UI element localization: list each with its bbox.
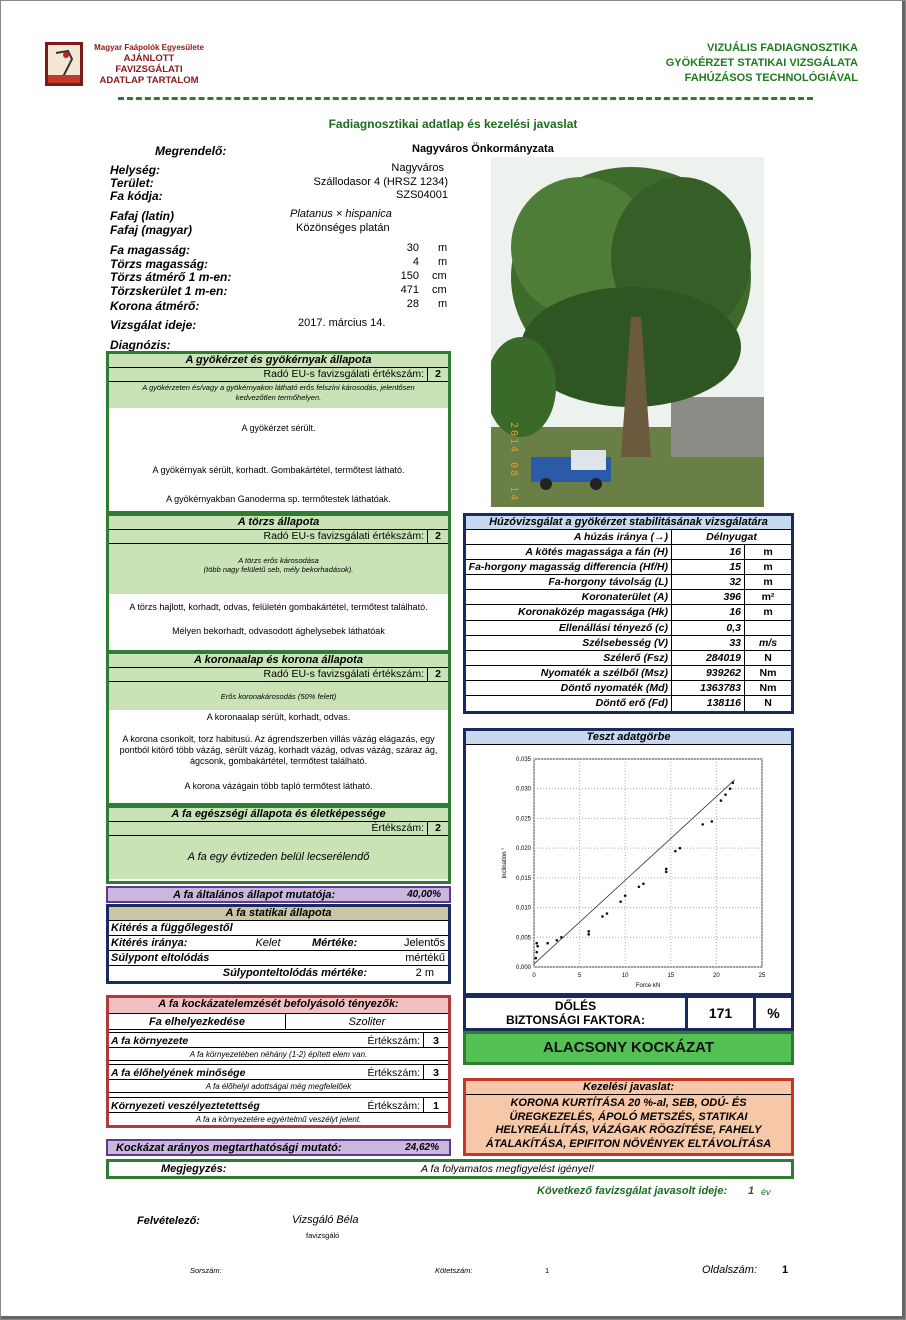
crown-note: Erős koronakárosodás (50% felett) [109,682,448,710]
trunk-condition-box [106,513,451,653]
chart-point [732,781,735,784]
pull-test-row [466,696,791,711]
risk-level: ALACSONY KOCKÁZAT [542,1039,715,1056]
pull-test-unit: m [763,546,773,559]
pull-test-row [466,621,791,636]
crown-score-row [109,668,448,682]
dim-value: 150 [400,270,419,282]
treatment-text: KORONA KURTÍTÁSA 20 %-al, SEB, ODÚ- ÉS ÜREGKEZELÉS, ÁPOLÓ METSZÉS, STATIKAI HELYREÁLLÍTÁS, VÁZÁGAK RÖGZÍTÉSE, FAHELY ÁTALAKÍTÁSA, EPIFITON NÖVÉNYEK ELTÁVOLÍTÁSA [485,1097,772,1150]
crown-score-label: Radó EU-s favizsgálati értékszám: [264,668,428,681]
dim-label: Törzs átmérő 1 m-en: [110,270,232,284]
header-left-line: FAVIZSGÁLATI [115,64,183,75]
header-right-line: GYÖKÉRZET STATIKAI VIZSGÁLATA [665,57,858,69]
health-score: 2 [435,822,441,834]
org-name: Magyar Faápolók Egyesülete [94,43,204,52]
root-score-label: Radó EU-s favizsgálati értékszám: [264,368,428,381]
safety-factor-box [463,995,794,1031]
info-value: Szállodasor 4 (HRSZ 1234) [313,176,448,188]
chart-point [606,912,609,915]
serial-label: Sorszám: [190,1266,222,1275]
pull-test-label: Koronaközép magassága (Hk) [466,605,672,619]
pull-test-unit: m² [761,591,775,604]
risk-ratio-value: 24,62% [405,1142,439,1153]
chart-box [463,728,794,996]
species-hu-label: Fafaj (magyar) [110,223,193,237]
chart-point [587,933,590,936]
volume-value: 1 [545,1266,550,1275]
species-latin-value: Platanus × hispanica [290,208,392,220]
risk-env-label: A fa környezete [111,1035,189,1047]
chart-x-tick-label: 10 [621,973,629,979]
static-cog: Súlypont eltolódás [109,951,448,966]
pull-test-unit: N [764,651,772,664]
static-dir-value: Kelet [255,937,281,949]
pull-test-row [466,651,791,666]
treatment-box [463,1078,794,1156]
trunk-title: A törzs állapota [109,516,448,530]
trunk-note: A törzs erős károsodása [238,556,319,565]
pull-test-row [466,636,791,651]
next-inspection-value: 1 [748,1185,755,1197]
static-cog-value: 2 m [415,967,434,979]
pull-test-label: Szélerő (Fsz) [466,651,672,665]
chart-x-tick-label: 5 [577,973,582,979]
pull-test-value: 396 [672,590,745,604]
pull-test-unit: m [763,561,773,574]
pull-test-row [466,545,791,560]
pull-test-unit: m [763,576,773,589]
pull-test-row [466,681,791,696]
health-title: A fa egészségi állapota és életképessége [109,808,448,822]
chart-y-tick-label: 0,015 [515,875,531,882]
pull-test-unit: Nm [759,666,777,679]
chart-point [535,957,538,960]
static-cog-row [109,966,448,980]
crown-title: A koronaalap és korona állapota [109,654,448,668]
pull-test-value: 15 [672,560,745,574]
chart-x-tick-label: 20 [713,973,720,979]
health-box [106,805,451,884]
pull-test-value: Délnyugat [706,531,757,543]
static-tilt: Kitérés a függőlegestől [109,921,448,936]
info-label: Terület: [110,176,154,190]
pull-test-unit: m/s [758,636,778,649]
pull-test-label: Szélsebesség (V) [466,636,672,650]
crown-line: A korona csonkolt, torz habitusú. Az ágrendszerben villás vázág elágazás, egy pontból kitörő több vázág, sérült vázág, korhadt vázág, odvas vázág, száraz ág, ágcsonk, gombakártétel, termőtest található. [119,734,438,766]
pull-test-label: A kötés magassága a fán (H) [466,545,672,559]
client-value: Nagyváros Önkormányzata [412,143,554,155]
root-line: A gyökérnyakban Ganoderma sp. termőtestek láthatóak. [166,494,391,504]
pull-test-label: Döntő nyomaték (Md) [466,681,672,695]
pull-test-row [466,590,791,605]
chart-y-tick-label: 0,025 [515,816,531,823]
chart-y-tick-label: 0,005 [515,935,531,942]
chart-point [711,820,714,823]
dim-label: Törzs magasság: [110,257,209,271]
tree-photo [491,157,764,507]
chart-point [674,850,677,853]
pull-test-rows [466,530,791,711]
chart-y-tick-label: 0,030 [515,786,531,793]
next-inspection-unit: év [761,1187,771,1197]
species-latin-label: Fafaj (latin) [110,209,175,223]
risk-level-box [463,1031,794,1065]
pull-test-label: Koronaterület (A) [466,590,672,604]
chart-point [720,799,723,802]
dim-value: 4 [412,256,419,268]
pull-test-unit [745,621,791,635]
recorder-label: Felvételező: [137,1215,200,1227]
trunk-note-area [109,544,448,594]
chart-point [665,871,668,874]
trunk-score-label: Radó EU-s favizsgálati értékszám: [264,530,428,543]
risk-loc-row [109,1014,448,1030]
chart-point [546,942,549,945]
logo [45,42,83,86]
remark-label: Megjegyzés: [161,1163,227,1175]
chart-point [601,915,604,918]
chart-y-tick-label: 0,020 [515,846,531,853]
dim-unit: m [438,242,448,254]
pull-test-value: 33 [672,636,745,650]
safety-label-line: DŐLÉS [554,999,597,1013]
pull-test-label: Ellenállási tényező (c) [466,621,672,635]
dim-value: 471 [400,284,419,296]
risk-haz-label: Környezeti veszélyeztetettség [111,1100,260,1112]
root-score: 2 [435,368,441,380]
diagnosis-label: Diagnózis: [110,338,171,352]
page-label: Oldalszám: [702,1264,758,1276]
pull-test-box [463,513,794,714]
date-label: Vizsgálat ideje: [110,318,197,332]
pull-test-label: Döntő erő (Fd) [466,696,672,711]
risk-haz-score-label: Értékszám: [367,1098,424,1112]
static-deg-label: Mértéke: [312,937,358,949]
page-title: Fadiagnosztikai adatlap és kezelési javaslat [328,117,578,131]
static-dir-label: Kitérés iránya: [111,937,188,949]
dim-unit: m [438,298,448,310]
health-score-label: Értékszám: [371,822,428,835]
test-curve-chart [466,745,791,993]
risk-env-note: A fa környezetében néhány (1-2) épített elem van. [109,1048,448,1061]
page-value: 1 [782,1264,789,1276]
trunk-line: A törzs hajlott, korhadt, odvas, felületén gombakártétel, termőtest található. [129,602,428,612]
dim-unit: cm [432,270,447,282]
chart-point [729,787,732,790]
static-box [106,904,451,984]
recorder-name: Vizsgáló Béla [292,1214,359,1226]
header-divider [118,97,813,100]
chart-point [560,936,563,939]
safety-factor-value: 171 [688,998,756,1028]
pull-test-title: Húzóvizsgálat a gyökérzet stabilitásának vizsgálatára [466,516,791,530]
crown-line: A koronaalap sérült, korhadt, odvas. [206,712,351,722]
pull-test-value: 16 [672,605,745,619]
static-title: A fa statikai állapota [109,907,448,921]
risk-ratio-label: Kockázat arányos megtarthatósági mutató: [116,1141,342,1154]
trunk-line: Mélyen bekorhadt, odvasodott ághelysebek láthatóak [172,626,385,636]
chart-point [638,885,641,888]
species-hu-value: Közönséges platán [296,222,390,234]
risk-site-label: A fa élőhelyének minősége [111,1067,246,1079]
pull-test-row [466,575,791,590]
chart-point [556,939,559,942]
trunk-score-row [109,530,448,544]
chart-point [536,945,539,948]
header-left-line: ADATLAP TARTALOM [99,75,199,86]
root-line: A gyökérnyak sérült, korhadt. Gombakártétel, termőtest látható. [152,465,405,475]
chart-point [701,823,704,826]
risk-site-score: 3 [433,1067,439,1079]
pull-test-label: Nyomaték a szélből (Msz) [466,666,672,680]
risk-loc-value: Szoliter [348,1016,386,1028]
chart-x-axis-label: Force kN [635,983,661,989]
chart-point [535,951,538,954]
chart-point [535,942,538,945]
info-label: Fa kódja: [110,189,163,203]
safety-factor-unit: % [767,1005,780,1021]
pull-test-unit: Nm [759,681,777,694]
pull-test-value: 16 [672,545,745,559]
health-score-row [109,822,448,836]
risk-factors-title: A fa kockázatelemzését befolyásoló tényezők: [109,998,448,1014]
chart-point [724,793,727,796]
volume-label: Kötetszám: [435,1266,473,1275]
trunk-note: (több nagy felületű seb, mély bekorhadások). [203,565,354,574]
pull-test-value: 32 [672,575,745,589]
pull-test-label: Fa-horgony távolság (L) [466,575,672,589]
pull-test-value: 1363783 [672,681,745,695]
pull-test-value: 138116 [672,696,745,711]
header-right-line: VIZUÁLIS FADIAGNOSZTIKA [707,42,858,54]
risk-site-note: A fa élőhelyi adottságai még megfelelőek [109,1080,448,1093]
recorder-role: favizsgáló [306,1231,340,1240]
chart-title: Teszt adatgörbe [466,731,791,745]
chart-point [587,930,590,933]
info-value: Nagyváros [391,162,444,174]
treatment-title: Kezelési javaslat: [466,1081,791,1095]
dim-unit: m [438,256,448,268]
general-index-label: A fa általános állapot mutatója: [173,888,336,901]
chart-point [619,900,622,903]
root-note: A gyökérzeten és/vagy a gyökérnyakon látható erős felszíni károsodás, jelentősen kedvezőtlen termőhelyen. [109,382,448,408]
dim-value: 30 [406,242,419,254]
pull-test-row [466,530,791,545]
pull-test-value: 939262 [672,666,745,680]
pull-test-label: Fa-horgony magasság differencia (Hf/H) [466,560,672,574]
chart-point [665,868,668,871]
client-label: Megrendelő: [155,144,227,158]
risk-ratio-box [106,1139,451,1156]
risk-env-row [109,1032,448,1048]
static-deg-value: Jelentős mértékű [404,937,445,964]
dim-label: Fa magasság: [110,243,191,257]
header-right [666,41,858,86]
root-title: A gyökérzet és gyökérnyak állapota [109,354,448,368]
info-label: Helység: [110,163,161,177]
dim-label: Korona átmérő: [110,299,200,313]
info-value: SZS04001 [396,189,448,201]
crown-condition-box [106,651,451,806]
next-inspection-label: Következő favizsgálat javasolt ideje: [537,1185,728,1197]
risk-env-score-label: Értékszám: [367,1033,424,1047]
dim-label: Törzskerület 1 m-en: [110,284,228,298]
chart-y-tick-label: 0,000 [515,965,531,971]
pull-test-unit: m [763,606,773,619]
health-text: A fa egy évtizeden belül lecserélendő [109,836,448,879]
risk-haz-note: A fa a környezetére egyértelmű veszélyt jelent. [195,1115,362,1124]
dim-value: 28 [406,298,419,310]
remark-value: A fa folyamatos megfigyelést igényel! [421,1163,594,1175]
risk-factors-box [106,995,451,1128]
crown-line: A korona vázágain több tapló termőtest látható. [184,781,373,791]
root-score-row [109,368,448,382]
root-line: A gyökérzet sérült. [241,423,316,433]
trunk-score: 2 [435,530,441,542]
chart-y-tick-label: 0,010 [515,905,531,912]
general-index-box [106,886,451,903]
header-left-line: AJÁNLOTT [123,53,175,64]
pull-test-value: 284019 [672,651,745,665]
chart-point [679,847,682,850]
chart-x-tick-label: 15 [667,973,675,979]
risk-haz-row [109,1097,448,1113]
chart-x-tick-label: 0 [532,973,536,979]
root-condition-box [106,351,451,514]
chart-y-axis-label: Inclination ° [502,847,508,879]
header-left [84,42,214,86]
static-cog-label: Súlyponteltolódás mértéke: [222,967,367,979]
risk-env-score: 3 [433,1035,439,1047]
pull-test-row [466,666,791,681]
crown-score: 2 [435,668,441,680]
safety-label-line: BIZTONSÁGI FAKTORA: [506,1013,645,1027]
pull-test-unit: N [764,697,772,710]
pull-test-value: 0,3 [672,621,745,635]
pull-test-row [466,560,791,575]
date-value: 2017. március 14. [298,317,386,329]
dim-unit: cm [432,284,447,296]
tree-illustration [491,157,764,507]
general-index-value: 40,00% [407,889,441,900]
safety-factor-label [466,998,688,1028]
header-right-line: FAHÚZÁSOS TECHNOLÓGIÁVAL [684,72,858,84]
chart-point [624,894,627,897]
pull-test-label: A húzás iránya (→) [466,530,672,544]
risk-haz-score: 1 [433,1100,439,1112]
logo-figure-icon [48,45,80,83]
remark-box [106,1159,794,1179]
pull-test-row [466,605,791,620]
photo-date-stamp: 2014 08 14 [508,422,519,503]
chart-plot-area [534,759,762,967]
risk-loc-label: Fa elhelyezkedése [109,1014,286,1029]
risk-site-score-label: Értékszám: [367,1065,424,1079]
risk-site-row [109,1064,448,1080]
chart-y-tick-label: 0,035 [515,757,531,763]
chart-x-tick-label: 25 [758,973,766,979]
chart-point [642,883,645,886]
